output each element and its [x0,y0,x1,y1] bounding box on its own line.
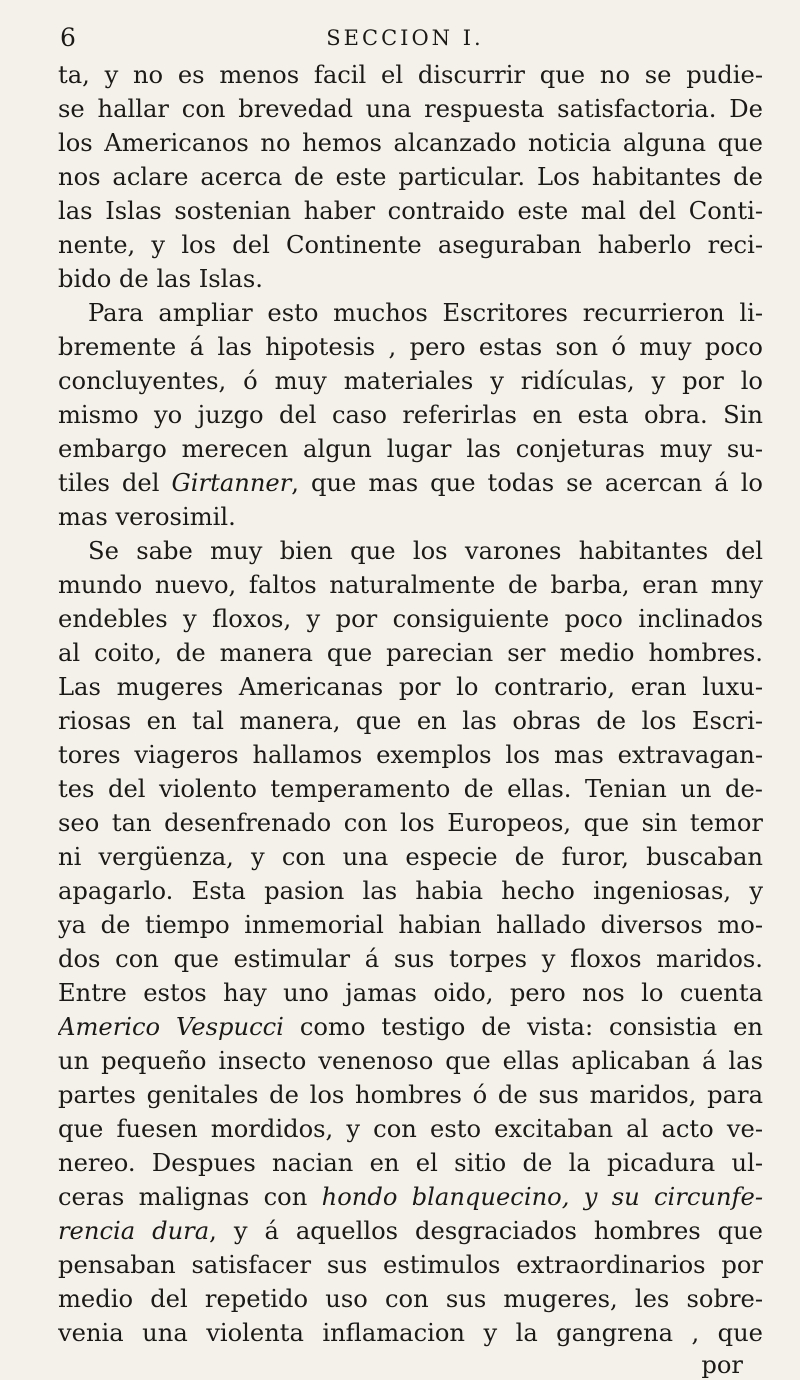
text-line [58,466,763,500]
italic-phrase: hondo blanquecino, y su circunfe- [321,1183,763,1211]
text-line: nente, y los del Continente aseguraban haberlo reci- [58,231,763,259]
text-line: Entre estos hay uno jamas oido, pero nos lo cuenta [58,979,763,1007]
text-line: ni vergüenza, y con una especie de furor, buscaban [58,843,763,871]
text-line: partes genitales de los hombres ó de sus maridos, para [58,1081,763,1109]
text-line: pensaban satisfacer sus estimulos extraordinarios por [58,1251,763,1279]
text-line: tes del violento temperamento de ellas. Tenian un de- [58,775,763,803]
text-line: concluyentes, ó muy materiales y ridículas, y por lo [58,367,763,395]
text-line: los Americanos no hemos alcanzado noticia alguna que [58,129,763,157]
text-line [58,1180,763,1214]
text-line: un pequeño insecto venenoso que ellas aplicaban á las [58,1047,763,1075]
text-line: Las mugeres Americanas por lo contrario, eran luxu- [58,673,763,701]
line-text: ceras malignas con [58,1183,322,1211]
text-line: ta, y no es menos facil el discurrir que no se pudie- [58,61,763,89]
line-text: , que mas que todas se acercan á lo [291,469,763,497]
text-line: embargo merecen algun lugar las conjeturas muy su- [58,435,763,463]
page-number: 6 [60,23,76,52]
line-text: tiles del [58,469,172,497]
text-line: tores viageros hallamos exemplos los mas extravagan- [58,741,763,769]
text-line: que fuesen mordidos, y con esto excitaban al acto ve- [58,1115,763,1143]
text-line: las Islas sostenian haber contraido este mal del Conti- [58,197,763,225]
text-line: Se sabe muy bien que los varones habitantes del [88,537,763,565]
running-head: SECCION I. [326,26,484,50]
text-line [58,1010,763,1044]
text-line: se hallar con brevedad una respuesta satisfactoria. De [58,95,763,123]
text-line: mas verosimil. [58,503,236,531]
italic-author-name: Girtanner [171,469,292,497]
line-text: , y á aquellos desgraciados hombres que [209,1217,763,1245]
text-line: al coito, de manera que parecian ser medio hombres. [58,639,763,667]
text-line: bremente á las hipotesis , pero estas son ó muy poco [58,333,763,361]
text-line: mundo nuevo, faltos naturalmente de barba, eran mny [58,571,763,599]
text-line: venia una violenta inflamacion y la gangrena , que [58,1319,763,1347]
text-line: seo tan desenfrenado con los Europeos, que sin temor [58,809,763,837]
text-line: riosas en tal manera, que en las obras de los Escri- [58,707,763,735]
text-line: bido de las Islas. [58,265,263,293]
text-line: nos aclare acerca de este particular. Los habitantes de [58,163,763,191]
text-line: mismo yo juzgo del caso referirlas en esta obra. Sin [58,401,763,429]
text-line: medio del repetido uso con sus mugeres, les sobre- [58,1285,763,1313]
italic-phrase: rencia dura [58,1217,210,1245]
catchword: por [701,1351,743,1379]
text-line: Para ampliar esto muchos Escritores recurrieron li- [88,299,763,327]
page-header [60,20,750,56]
text-line: ya de tiempo inmemorial habian hallado diversos mo- [58,911,763,939]
text-line: endebles y floxos, y por consiguiente poco inclinados [58,605,763,633]
text-line: nereo. Despues nacian en el sitio de la picadura ul- [58,1149,763,1177]
italic-author-name: Americo Vespucci [58,1013,284,1041]
body-text [58,58,763,1380]
text-line [58,1214,763,1248]
text-line: dos con que estimular á sus torpes y floxos maridos. [58,945,763,973]
line-text: como testigo de vista: consistia en [283,1013,763,1041]
text-line: apagarlo. Esta pasion las habia hecho ingeniosas, y [58,877,763,905]
